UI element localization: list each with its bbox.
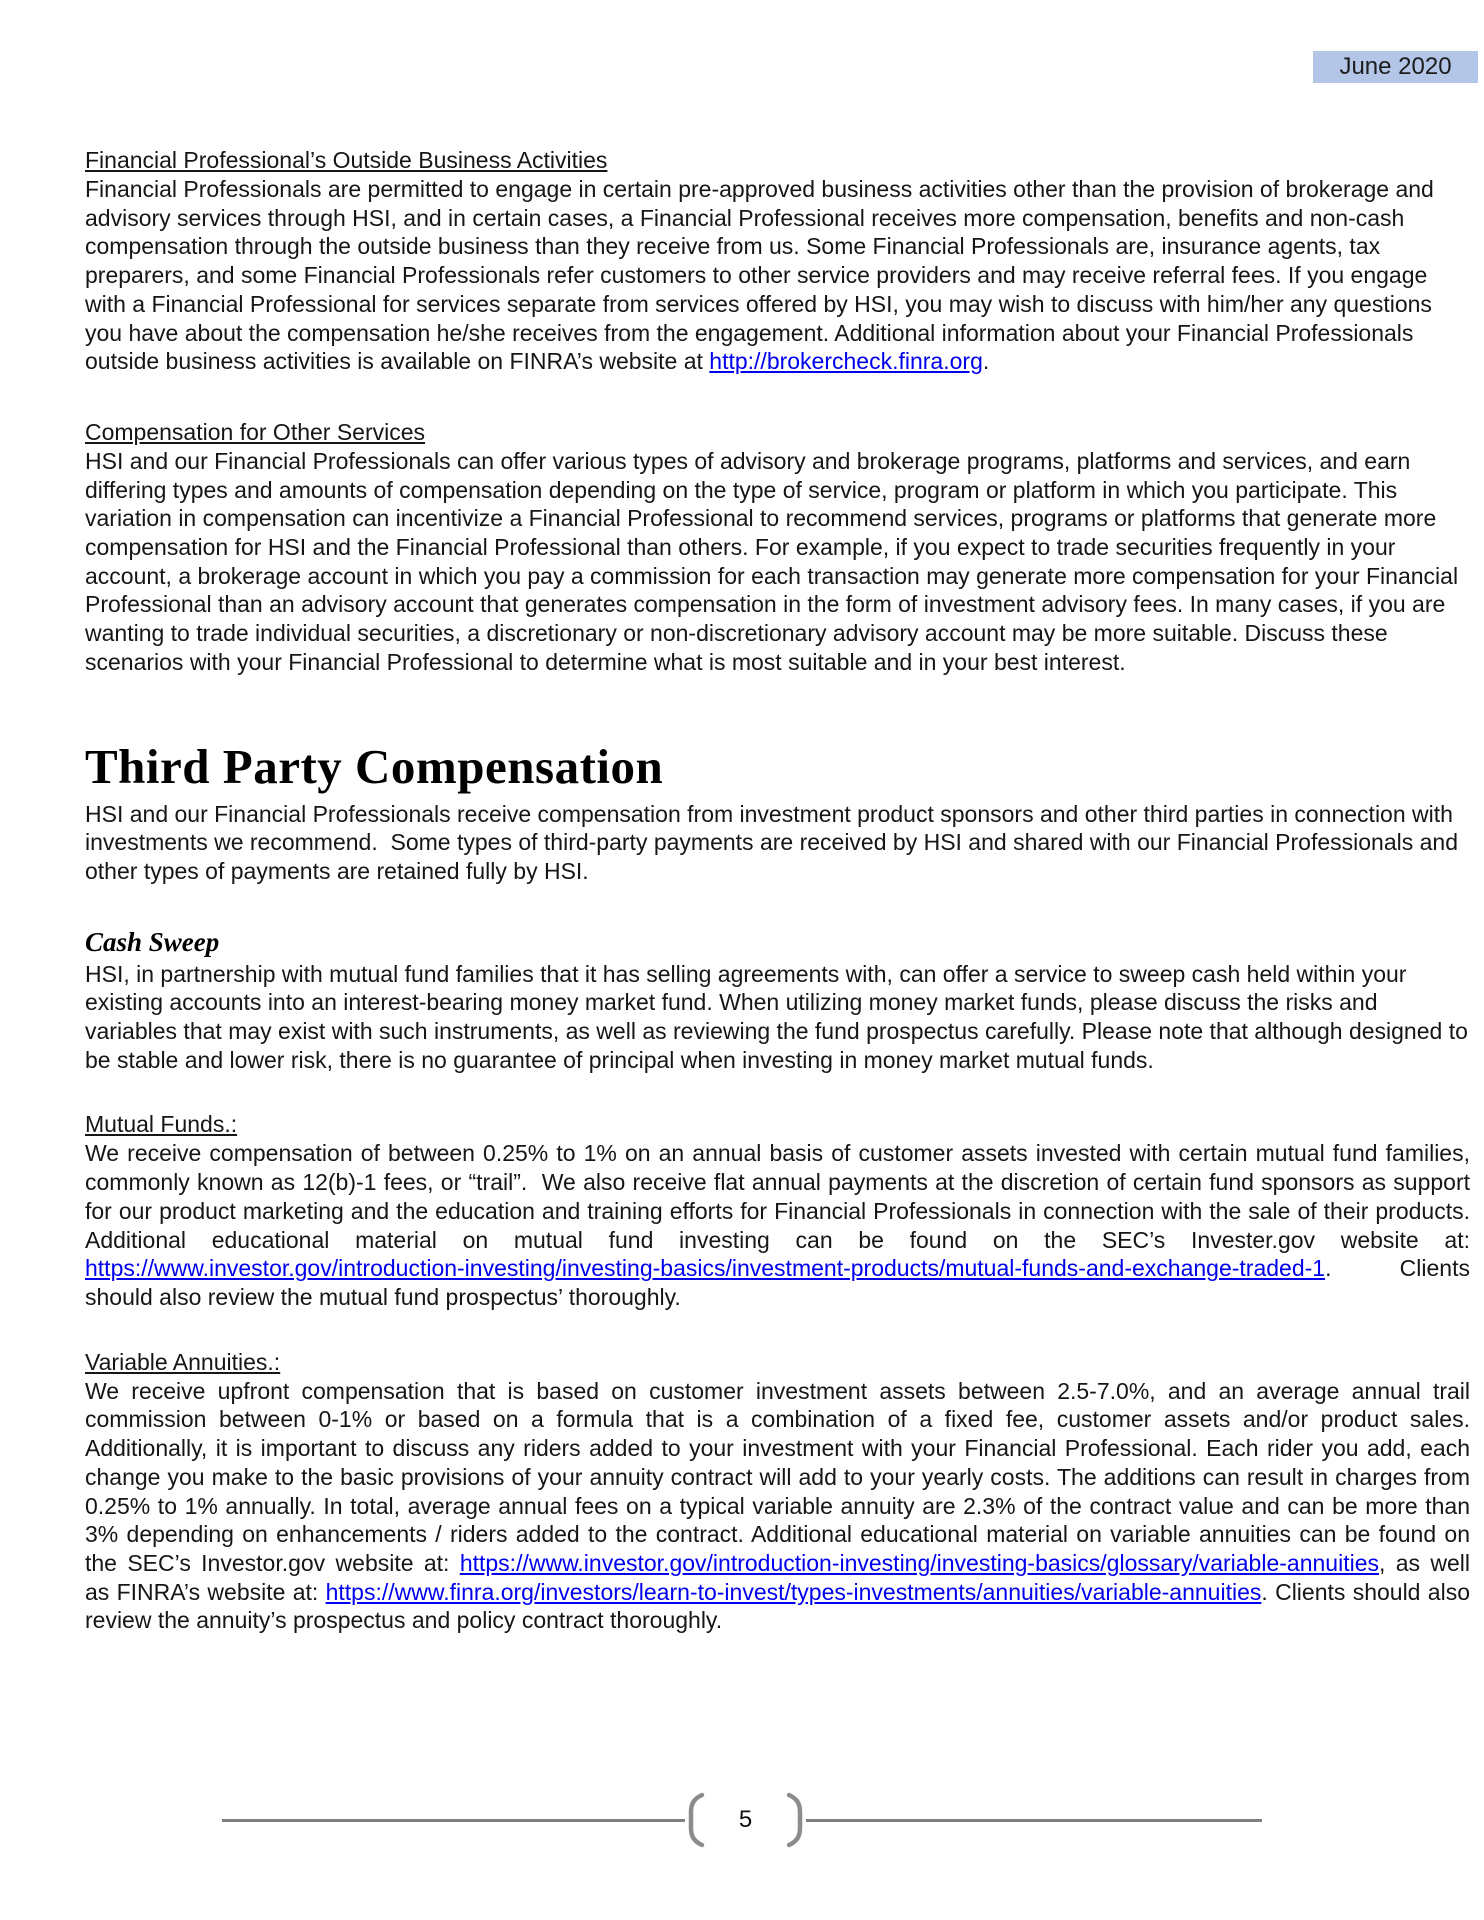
- footer-rule-right: [806, 1819, 1262, 1822]
- section-heading-mutual-funds: Mutual Funds.:: [85, 1111, 238, 1138]
- section-heading-compensation-for-other-services: Compensation for Other Services: [85, 418, 426, 445]
- right-bracket-icon: [786, 1792, 806, 1848]
- page-title-third-party-compensation: Third Party Compensation: [85, 738, 664, 794]
- section-heading-variable-annuities: Variable Annuities.:: [85, 1348, 281, 1375]
- paragraph-mutual-funds: We receive compensation of between 0.25% to 1% on an annual basis of customer assets invested with certain mutual fund families, commonly known as 12(b)-1 fees, or “trail”. We also receive flat annual payments at the discretion of certain fund sponsors as support for our product marketing and the education and training efforts for Financial Professionals in connection with the sale of their products. Additional educational material on mutual fund investing can be found on the SEC’s Invester.gov website at: https://www.investor.gov/introduction-investing/investing-basics/investment-products/mutual-funds-and-exchange-traded-1. Clients should also review the mutual fund prospectus’ thoroughly.: [85, 1140, 1470, 1310]
- paragraph-compensation-for-other-services: HSI and our Financial Professionals can offer various types of advisory and brokerage programs, platforms and services, and earn differing types and amounts of compensation depending on the type of service, program or platform in which you participate. This variation in compensation can incentivize a Financial Professional to recommend services, programs or platforms that generate more compensation for HSI and the Financial Professional than others. For example, if you expect to trade securities frequently in your account, a brokerage account in which you pay a commission for each transaction may generate more compensation for your Financial Professional than an advisory account that generates compensation in the form of investment advisory fees. In many cases, if you are wanting to trade individual securities, a discretionary or non-discretionary advisory account may be more suitable. Discuss these scenarios with your Financial Professional to determine what is most suitable and in your best interest.: [85, 447, 1459, 675]
- section-heading-outside-business-activities: Financial Professional’s Outside Business Activities: [85, 147, 608, 173]
- hyperlink[interactable]: https://www.investor.gov/introduction-investing/investing-basics/investment-products/mutual-funds-and-exchange-traded-1: [85, 1255, 1326, 1282]
- footer-page-number: 5: [738, 1806, 753, 1833]
- paragraph-variable-annuities: We receive upfront compensation that is based on customer investment assets between 2.5-7.0%, and an average annual trail commission between 0-1% or based on a formula that is a combination of a fixed fee, customer assets and/or product sales. Additionally, it is important to discuss any riders added to your investment with your Financial Professional. Each rider you add, each change you make to the basic provisions of your annuity contract will add to your yearly costs. The additions can result in charges from 0.25% to 1% annually. In total, average annual fees on a typical variable annuity are 2.3% of the contract value and can be more than 3% depending on enhancements / riders added to the contract. Additional educational material on variable annuities can be found on the SEC’s Investor.gov website at: https://www.investor.gov/introduction-investing/investing-basics/glossary/variable-annuities, as well as FINRA’s website at: https://www.finra.org/investors/learn-to-invest/types-investments/annuities/variable-annuities. Clients should also review the annuity’s prospectus and policy contract thoroughly.: [85, 1377, 1470, 1634]
- document-body: [85, 146, 1470, 1635]
- hyperlink[interactable]: https://www.investor.gov/introduction-investing/investing-basics/glossary/variable-annuities: [459, 1549, 1379, 1576]
- footer-rule-left: [222, 1819, 685, 1822]
- paragraph-third-party-compensation-intro: HSI and our Financial Professionals receive compensation from investment product sponsors and other third parties in connection with investments we recommend. Some types of third-party payments are received by HSI and shared with our Financial Professionals and other types of payments are retained fully by HSI.: [85, 800, 1458, 884]
- paragraph-outside-business-activities: Financial Professionals are permitted to engage in certain pre-approved business activities other than the provision of brokerage and advisory services through HSI, and in certain cases, a Financial Professional receives more compensation, benefits and non-cash compensation through the outside business than they receive from us. Some Financial Professionals are, insurance agents, tax preparers, and some Financial Professionals refer customers to other service providers and may receive referral fees. If you engage with a Financial Professional for services separate from services offered by HSI, you may wish to discuss with him/her any questions you have about the compensation he/she receives from the engagement. Additional information about your Financial Professionals outside business activities is available on FINRA’s website at http://brokercheck.finra.org.: [85, 176, 1434, 375]
- left-bracket-icon: [685, 1792, 705, 1848]
- date-badge: June 2020: [1313, 51, 1478, 83]
- hyperlink[interactable]: http://brokercheck.finra.org: [709, 348, 983, 375]
- paragraph-cash-sweep: HSI, in partnership with mutual fund families that it has selling agreements with, can offer a service to sweep cash held within your existing accounts into an interest-bearing money market fund. When utilizing money market funds, please discuss the risks and variables that may exist with such instruments, as well as reviewing the fund prospectus carefully. Please note that although designed to be stable and lower risk, there is no guarantee of principal when investing in money market mutual funds.: [85, 960, 1468, 1073]
- hyperlink[interactable]: https://www.finra.org/investors/learn-to-invest/types-investments/annuities/variable-annuities: [325, 1578, 1262, 1605]
- page-footer: [0, 1792, 1484, 1848]
- subsection-heading-cash-sweep: Cash Sweep: [85, 926, 220, 957]
